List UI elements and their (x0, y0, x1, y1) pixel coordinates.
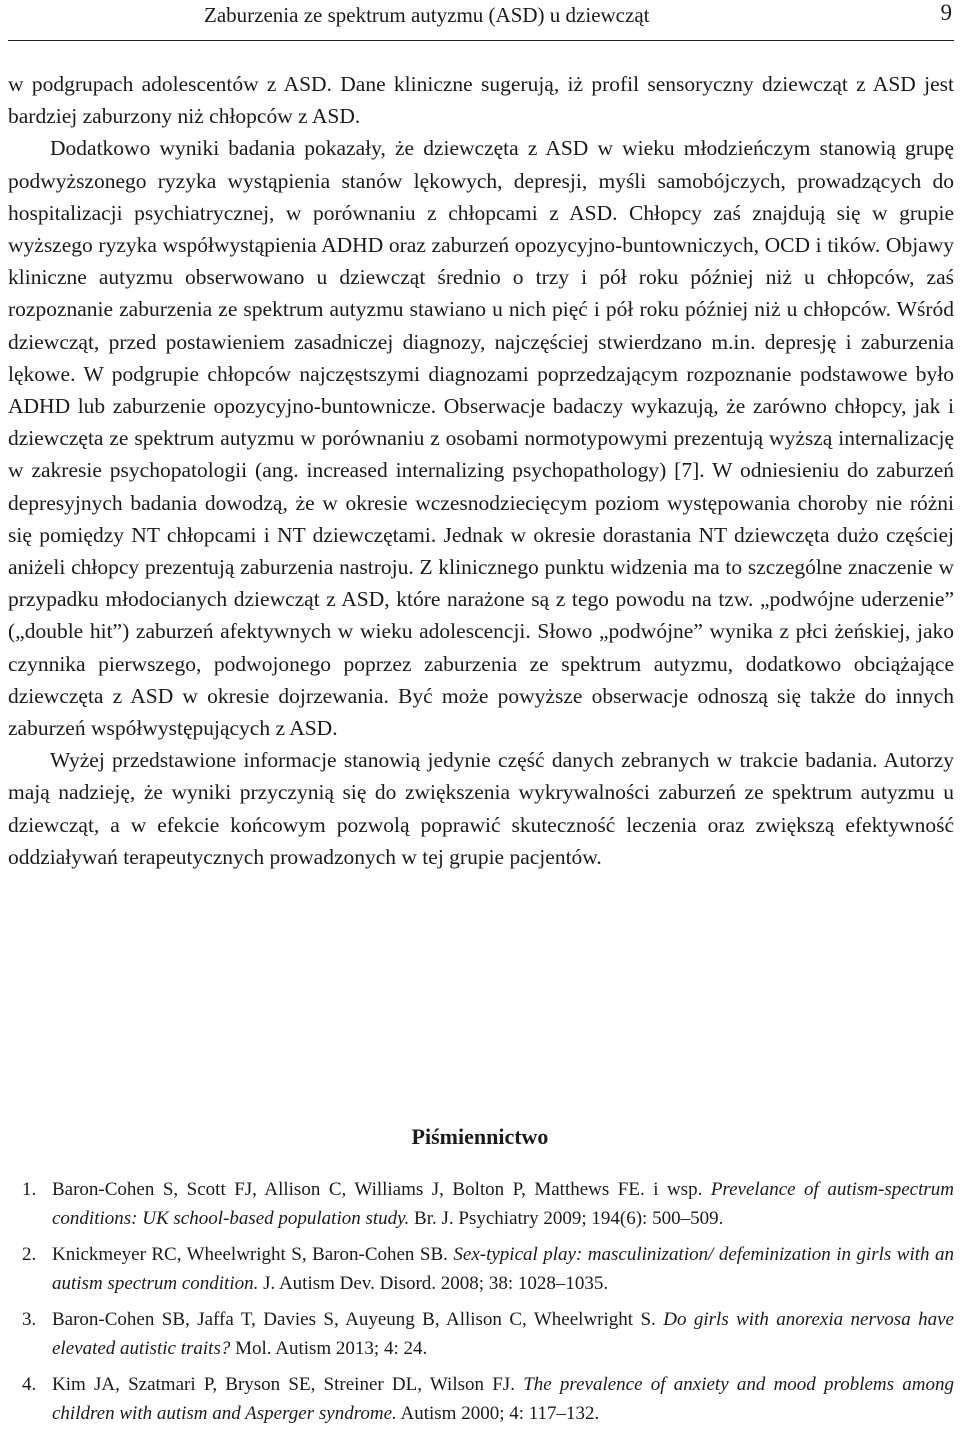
reference-title: Sex-typical play: masculinization/ defeminization in girls with an autism spectrum condition. (52, 1244, 955, 1294)
reference-source: J. Autism Dev. Disord. 2008; 38: 1028–1035. (258, 1272, 609, 1294)
reference-number: 1. (22, 1179, 37, 1200)
reference-number: 2. (22, 1244, 37, 1265)
running-header-title: Zaburzenia ze spektrum autyzmu (ASD) u dziewcząt (204, 3, 650, 27)
reference-authors: Baron-Cohen SB, Jaffa T, Davies S, Auyeung B, Allison C, Wheelwright S. (52, 1309, 664, 1330)
reference-authors: Knickmeyer RC, Wheelwright S, Baron-Cohen SB. (52, 1244, 454, 1265)
reference-item (8, 1371, 954, 1428)
body-text (8, 68, 954, 873)
reference-authors: Kim JA, Szatmari P, Bryson SE, Streiner DL, Wilson FJ. (52, 1374, 524, 1395)
reference-source: Br. J. Psychiatry 2009; 194(6): 500–509. (409, 1207, 724, 1229)
reference-item (8, 1176, 954, 1233)
reference-item (8, 1306, 954, 1363)
reference-source: Mol. Autism 2013; 4: 24. (230, 1337, 428, 1359)
paragraph: w podgrupach adolescentów z ASD. Dane kliniczne sugerują, iż profil sensoryczny dziewcząt z ASD jest bardziej zaburzony niż chłopców z ASD. (8, 72, 954, 129)
reference-item (8, 1241, 954, 1298)
paragraph: Wyżej przedstawione informacje stanowią jedynie część danych zebranych w trakcie badania. Autorzy mają nadzieję, że wyniki przyczynią się do zwiększenia wykrywalności zaburzeń ze spektrum autyzmu u dziewcząt, a w efekcie końcowym pozwolą poprawić skuteczność leczenia oraz zwiększą efektywność oddziaływań terapeutycznych prowadzonych w tej grupie pacjentów. (8, 748, 954, 869)
paragraph: Dodatkowo wyniki badania pokazały, że dziewczęta z ASD w wieku młodzieńczym stanowią grupę podwyższonego ryzyka wystąpienia stanów lękowych, depresji, myśli samobójczych, prowadzących do hospitalizacji psychiatrycznej, w porównaniu z chłopcami z ASD. Chłopcy zaś znajdują się w grupie wyższego ryzyka współwystąpienia ADHD oraz zaburzeń opozycyjno-buntowniczych, OCD i tików. Objawy kliniczne autyzmu obserwowano u dziewcząt średnio o trzy i pół roku później niż u chłopców, zaś rozpoznanie zaburzenia ze spektrum autyzmu stawiano u nich pięć i pół roku później niż u chłopców. Wśród dziewcząt, przed postawieniem zasadniczej diagnozy, najczęściej stwierdzano m.in. depresję i zaburzenia lękowe. W podgrupie chłopców najczęstszymi diagnozami poprzedzającym rozpoznanie podstawowe było ADHD lub zaburzenie opozycyjno-buntownicze. Obserwacje badaczy wykazują, że zarówno chłopcy, jak i dziewczęta ze spektrum autyzmu w porównaniu z osobami normotypowymi prezentują wyższą internalizację w zakresie psychopatologii (ang. increased internalizing psychopathology) [7]. W odniesieniu do zaburzeń depresyjnych badania dowodzą, że w okresie wczesnodziecięcym poziom występowania choroby nie różni się pomiędzy NT chłopcami i NT dziewczętami. Jednak w okresie dorastania NT dziewczęta dużo częściej aniżeli chłopcy prezentują zaburzenia nastroju. Z klinicznego punktu widzenia ma to szczególne znaczenie w przypadku młodocianych dziewcząt z ASD, które narażone są z tego powodu na tzw. „podwójne uderzenie” („double hit”) zaburzeń afektywnych w wieku adolescencji. Słowo „podwójne” wynika z płci żeńskiej, jako czynnika pierwszego, podwojonego poprzez zaburzenia ze spektrum autyzmu, dodatkowo obciążające dziewczęta z ASD w okresie dojrzewania. Być może powyższe obserwacje odnoszą się także do innych zaburzeń współwystępujących z ASD. (8, 136, 954, 741)
reference-title: Do girls with anorexia nervosa have elevated autistic traits? (52, 1309, 954, 1359)
reference-title: The prevalence of anxiety and mood problems among children with autism and Asperger syndrome. (52, 1374, 954, 1424)
reference-title: Prevelance of autism-spectrum conditions: UK school-based population study. (52, 1179, 954, 1229)
reference-number: 3. (22, 1309, 37, 1330)
reference-authors: Baron-Cohen S, Scott FJ, Allison C, Williams J, Bolton P, Matthews FE. i wsp. (52, 1179, 711, 1200)
reference-number: 4. (22, 1374, 37, 1395)
page-number: 9 (940, 0, 952, 25)
reference-source: Autism 2000; 4: 117–132. (396, 1402, 600, 1424)
running-header (8, 0, 954, 41)
references-list (8, 1176, 954, 1436)
references-heading: Piśmiennictwo (411, 1124, 549, 1149)
